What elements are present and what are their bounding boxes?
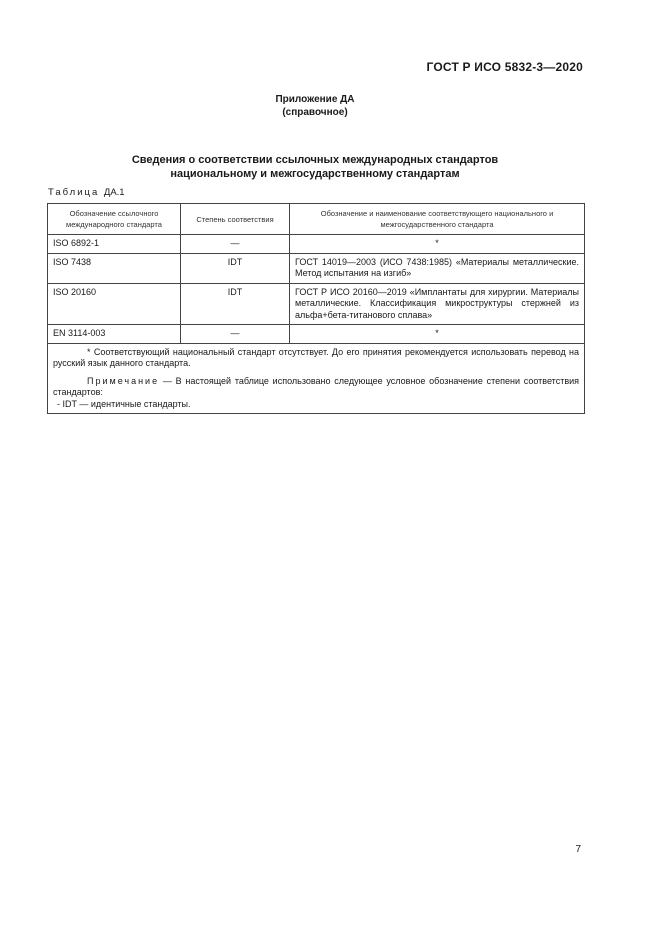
cell-degree: — — [181, 235, 290, 254]
table-caption-label: Таблица — [48, 187, 100, 198]
cell-degree: — — [181, 325, 290, 344]
cell-degree: IDT — [181, 283, 290, 325]
correspondence-table — [47, 203, 585, 414]
column-header-national: Обозначение и наименование соответствующего национального и межгосударственного стандарта — [290, 204, 585, 235]
table-row — [48, 253, 585, 283]
cell-national: ГОСТ Р ИСО 20160—2019 «Имплантаты для хирургии. Материалы металлические. Классификация микроструктуры стержней из альфа+бета-титанового сплава» — [290, 283, 585, 325]
note-text: — В настоящей таблице использовано следующее условное обозначение степени соответствия стандартов: — [53, 375, 579, 397]
table-note — [53, 376, 579, 399]
appendix-subtitle: (справочное) — [282, 107, 348, 118]
appendix-title: Приложение ДА — [275, 94, 355, 105]
column-header-reference: Обозначение ссылочного международного стандарта — [48, 204, 181, 235]
section-title-line-2: национальному и межгосударственному стандартам — [170, 168, 460, 180]
table-header-row — [48, 204, 585, 235]
section-title-line-1: Сведения о соответствии ссылочных международных стандартов — [131, 154, 499, 166]
table-notes-row — [48, 343, 585, 414]
table-row — [48, 235, 585, 254]
table-caption — [48, 187, 125, 198]
section-title — [0, 153, 630, 181]
cell-reference: ISO 20160 — [48, 283, 181, 325]
table-row — [48, 325, 585, 344]
cell-reference: ISO 7438 — [48, 253, 181, 283]
cell-national: ГОСТ 14019—2003 (ИСО 7438:1985) «Материалы металлические. Метод испытания на изгиб» — [290, 253, 585, 283]
table-footnote: * Соответствующий национальный стандарт отсутствует. До его принятия рекомендуется использовать перевод на русский язык данного стандарта. — [53, 346, 579, 368]
cell-degree: IDT — [181, 253, 290, 283]
note-label: Примечание — [87, 375, 160, 386]
cell-national: * — [290, 325, 585, 344]
appendix-heading — [0, 93, 630, 119]
note-list-item: - IDT — идентичные стандарты. — [57, 398, 191, 409]
table-row — [48, 283, 585, 325]
cell-national: * — [290, 235, 585, 254]
document-code: ГОСТ Р ИСО 5832-3—2020 — [426, 60, 583, 74]
column-header-degree: Степень соответствия — [181, 204, 290, 235]
cell-reference: ISO 6892-1 — [48, 235, 181, 254]
cell-reference: EN 3114-003 — [48, 325, 181, 344]
page-number: 7 — [575, 844, 581, 855]
table-caption-number: ДА.1 — [103, 187, 125, 198]
table-notes-cell — [48, 343, 585, 414]
